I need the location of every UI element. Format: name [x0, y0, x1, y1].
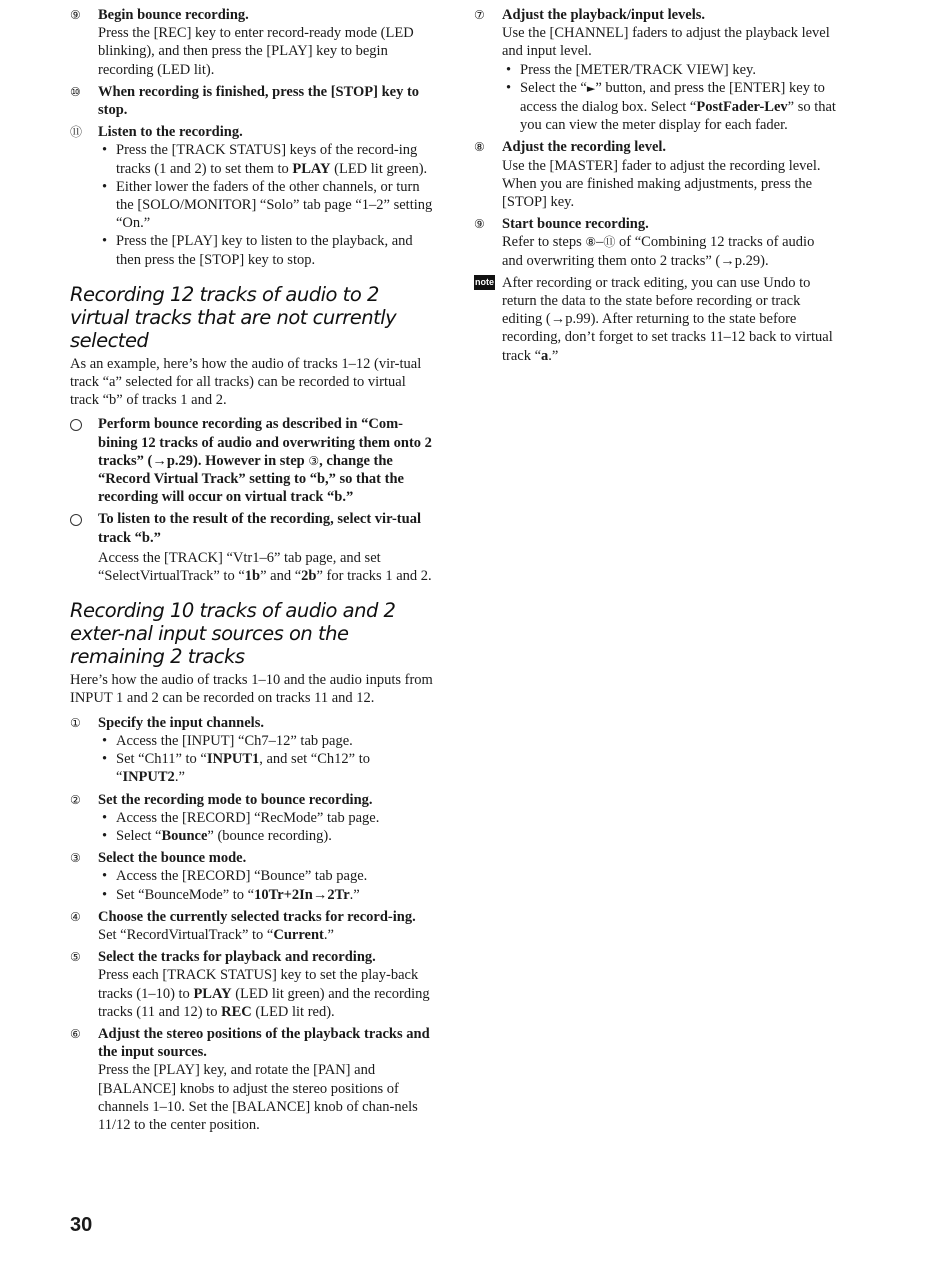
step-text — [98, 549, 434, 585]
text-run: ” for tracks 1 and 2. — [316, 568, 432, 585]
text-run: ” (bounce recording). — [207, 827, 332, 844]
text-run: (LED lit green) and the recording tracks (11 and 12) to — [98, 985, 430, 1020]
bold-text: REC — [221, 1003, 252, 1020]
step-title: Adjust the playback/input levels. — [502, 7, 706, 23]
text-run: , change the “Record Virtual Track” setting to “b,” so that the recording will occur on virtual track “b.” — [98, 452, 404, 506]
step-number: ⑩ — [70, 84, 81, 99]
step-title — [98, 415, 434, 506]
text-run: ” button, and press the [ENTER] key to access the dialog box. Select “ — [520, 79, 825, 116]
step-number: ⑧ — [474, 140, 485, 155]
text-run: ” and “ — [260, 568, 302, 585]
step-text: Press the [PLAY] key, and rotate the [PAN] and [BALANCE] knobs to adjust the stereo positions of channels 1–10. Set the [BALANCE] knob of chan-nels 11/12 to the center position. — [98, 1062, 418, 1133]
bullet-step-listen-result — [70, 510, 434, 585]
text-run: , and set “Ch12” to “ — [116, 751, 370, 786]
bullet-list — [502, 61, 836, 135]
left-column — [70, 6, 434, 1138]
step-number: ① — [70, 715, 81, 730]
step-number: ② — [70, 792, 81, 807]
step-finish-recording — [70, 83, 434, 119]
step-adjust-levels — [474, 6, 836, 134]
bold-text: Bounce — [161, 827, 208, 844]
text-run: .” — [323, 926, 334, 943]
bold-text: 1b — [244, 568, 261, 585]
bold-text: a — [541, 347, 549, 364]
text-run: (LED lit red). — [251, 1003, 335, 1020]
step-stereo-positions — [70, 1025, 434, 1134]
step-title: Select the tracks for playback and recording. — [98, 949, 376, 966]
bold-text: 2b — [301, 568, 317, 585]
section-heading: Recording 12 tracks of audio to 2 virtual tracks that are not currently selected — [70, 282, 397, 352]
text-run: Select the “ — [520, 79, 587, 96]
text-run: Press the [TRACK STATUS] keys of the record-ing tracks (1 and 2) to set them to — [116, 142, 418, 177]
step-specify-input — [70, 714, 434, 787]
page-number: 30 — [70, 1214, 93, 1236]
text-run: After recording or track editing, you can use Undo to return the data to the state before recording or track editing (→p.99). After returning to the state before recording, don’t forget to set tracks 11–12 back to virtual track “ — [502, 274, 833, 364]
text-run: ” so that you can view the meter display for each fader. — [520, 99, 836, 134]
step-text — [502, 233, 836, 269]
list-item: • Access the [INPUT] “Ch7–12” tab page. — [98, 732, 434, 750]
step-set-mode — [70, 791, 434, 846]
step-title: Specify the input channels. — [98, 714, 264, 731]
step-number: ⑨ — [70, 8, 81, 22]
step-listen — [70, 123, 434, 269]
step-title: Select the bounce mode. — [98, 850, 247, 867]
step-bounce-mode — [70, 849, 434, 904]
list-item: • Access the [RECORD] “RecMode” tab page. — [98, 809, 434, 827]
bold-text: PLAY — [292, 160, 331, 177]
bullet-list — [98, 867, 434, 903]
step-text — [98, 926, 434, 944]
step-number: ⑤ — [70, 950, 81, 965]
text-run: Set “BounceMode” to “ — [116, 886, 255, 903]
list-item — [98, 232, 434, 268]
bold-text: 10Tr+2In→2Tr — [254, 886, 350, 903]
bullet-list — [98, 732, 434, 787]
step-title: Choose the currently selected tracks for record-ing. — [98, 908, 416, 925]
text-run: .” — [349, 886, 360, 903]
step-text: Press the [REC] key to enter record-ready mode (LED blinking), and then press the [PLAY] key to begin recording (LED lit). — [98, 25, 414, 78]
step-text: Use the [CHANNEL] faders to adjust the playback level and input level. — [502, 25, 830, 60]
step-text — [98, 966, 434, 1021]
list-item — [502, 79, 836, 135]
step-number: ⑪ — [70, 125, 83, 140]
play-triangle-icon: ► — [586, 81, 596, 95]
circled-number: ⑧ — [585, 235, 597, 250]
step-select-tracks — [70, 948, 434, 1021]
list-item: • Access the [RECORD] “Bounce” tab page. — [98, 867, 434, 885]
note-text — [502, 274, 836, 365]
list-item — [98, 750, 434, 786]
section-intro: As an example, here’s how the audio of tracks 1–12 (vir-tual track “a” selected for all tracks) can be recorded to virtual track “b” of tracks 1 and 2. — [70, 355, 422, 409]
note-icon: note — [474, 275, 495, 290]
list-item — [98, 178, 434, 233]
text-run: Press each [TRACK STATUS] key to set the play-back tracks (1–10) to — [98, 967, 419, 1002]
section-intro: Here’s how the audio of tracks 1–10 and the audio inputs from INPUT 1 and 2 can be recorded on tracks 11 and 12. — [70, 672, 433, 707]
circled-number: ③ — [308, 453, 320, 468]
text-run: .” — [174, 769, 185, 786]
step-text: Use the [MASTER] fader to adjust the recording level. — [502, 157, 821, 174]
text-run: Perform bounce recording as described in “Com-bining 12 tracks of audio and overwriting them onto 2 tracks” (→p.29). However in step — [98, 416, 432, 469]
circle-bullet-icon — [70, 514, 82, 526]
step-recording-level — [474, 138, 836, 211]
right-column — [474, 6, 836, 369]
list-item — [98, 141, 434, 177]
bullet-list — [98, 809, 434, 845]
circle-bullet-icon — [70, 419, 82, 431]
step-start-bounce — [474, 215, 836, 270]
step-choose-tracks — [70, 908, 434, 944]
step-title: Adjust the stereo positions of the playback tracks and the input sources. — [98, 1025, 430, 1061]
circled-number: ⑪ — [603, 235, 616, 250]
list-item — [98, 886, 434, 904]
step-title: To listen to the result of the recording, select vir-tual track “b.” — [98, 511, 421, 546]
text-run: – — [596, 234, 604, 251]
bold-text: PostFader-Lev — [696, 99, 788, 116]
list-item: • Press the [METER/TRACK VIEW] key. — [502, 61, 836, 79]
step-title: Listen to the recording. — [98, 124, 243, 141]
text-run: Access the [TRACK] “Vtr1–6” tab page, and set “SelectVirtualTrack” to “ — [98, 549, 381, 585]
step-title: Set the recording mode to bounce recording. — [98, 791, 373, 808]
bullet-list — [98, 141, 434, 268]
bold-text: INPUT1 — [206, 751, 260, 768]
step-number: ④ — [70, 909, 81, 924]
step-title: Adjust the recording level. — [502, 139, 667, 156]
text-run: Set “Ch11” to “ — [116, 751, 207, 768]
bold-text: Current — [273, 926, 324, 943]
text-run: Press the [PLAY] key to listen to the playback, and then press the [STOP] key to stop. — [116, 233, 413, 268]
bold-text: PLAY — [193, 985, 232, 1002]
step-title: Begin bounce recording. — [98, 7, 249, 23]
text-run: Refer to steps — [502, 234, 586, 251]
text-run: .” — [548, 347, 559, 364]
step-begin-bounce — [70, 6, 434, 79]
bullet-step-perform-bounce — [70, 415, 434, 506]
step-number: ⑥ — [70, 1026, 81, 1041]
text-run: Select “ — [116, 827, 162, 844]
step-number: ⑨ — [474, 217, 485, 232]
text-run: Set “RecordVirtualTrack” to “ — [98, 926, 274, 943]
text-run: Either lower the faders of the other channels, or turn the [SOLO/MONITOR] “Solo” tab page “1–2” setting “On.” — [116, 178, 433, 232]
text-run: of “Combining 12 tracks of audio and overwriting them onto 2 tracks” (→p.29). — [502, 234, 815, 269]
step-text: When you are finished making adjustments, press the [STOP] key. — [502, 175, 813, 211]
bold-text: INPUT2 — [122, 769, 175, 786]
step-title: Start bounce recording. — [502, 216, 649, 233]
step-title: When recording is finished, press the [STOP] key to stop. — [98, 83, 420, 119]
step-number: ③ — [70, 851, 81, 866]
note-block — [474, 274, 836, 365]
text-run: (LED lit green). — [330, 160, 428, 177]
step-number: ⑦ — [474, 8, 485, 22]
section-heading: Recording 10 tracks of audio and 2 exter-nal input sources on the remaining 2 tracks — [70, 599, 396, 669]
list-item — [98, 827, 434, 845]
